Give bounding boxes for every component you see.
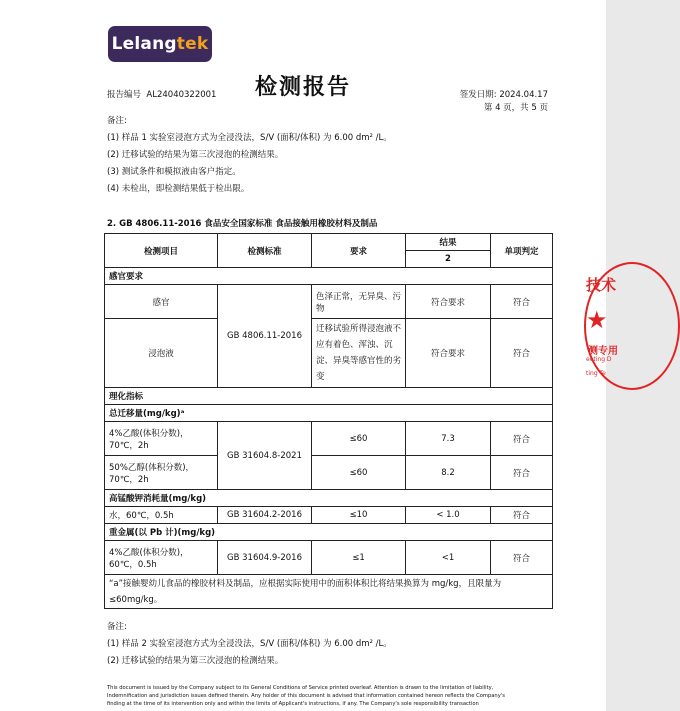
cell-standard: GB 31604.8-2021 <box>218 422 312 490</box>
cell-requirement: 迁移试验所得浸泡液不应有着色、浑浊、沉淀、异臭等感官性的劣变 <box>312 319 406 388</box>
group-label-sensory: 感官要求 <box>105 268 553 285</box>
cell-result: < 1.0 <box>406 507 491 524</box>
cell-item: 4%乙酸(体积分数)，60℃，0.5h <box>105 541 218 575</box>
inspection-stamp <box>584 262 632 390</box>
cell-requirement: ≤10 <box>312 507 406 524</box>
group-row <box>105 490 553 507</box>
group-label-overall-migration: 总迁移量(mg/kg)ᵃ <box>105 405 553 422</box>
table-row <box>105 319 553 388</box>
cell-judgement: 符合 <box>491 456 553 490</box>
logo-text: Lelang <box>111 34 177 54</box>
table-header-row <box>105 234 553 251</box>
notes-bottom <box>107 619 392 670</box>
table-row <box>105 507 553 524</box>
group-label-heavy-metal: 重金属(以 Pb 计)(mg/kg) <box>105 524 553 541</box>
cell-requirement: ≤60 <box>312 456 406 490</box>
cell-result: <1 <box>406 541 491 575</box>
col-header-sample-number: 2 <box>406 251 491 268</box>
report-number-label: 报告编号 <box>107 90 142 100</box>
cell-result: 7.3 <box>406 422 491 456</box>
note-item: (4) 未检出，即检测结果低于检出限。 <box>107 184 250 194</box>
note-item: (1) 样品 2 实验室浸泡方式为全浸没法，S/V (面积/体积) 为 6.00 dm² /L。 <box>107 639 392 649</box>
report-number <box>107 88 216 100</box>
cell-result: 8.2 <box>406 456 491 490</box>
report-number-value: AL24040322001 <box>146 90 217 100</box>
footer-line: finding at the time of its intervention only and within the limits of Applicant's instructions, if any. The Company's sole responsibility transaction <box>107 701 479 707</box>
col-header-result: 结果 <box>406 234 491 251</box>
cell-standard: GB 4806.11-2016 <box>218 285 312 388</box>
cell-requirement: 色泽正常，无异臭、污物 <box>312 285 406 319</box>
note-item: (2) 迁移试验的结果为第三次浸泡的检测结果。 <box>107 656 284 666</box>
issue-date: 签发日期: 2024.04.17 <box>459 90 548 100</box>
table-row <box>105 541 553 575</box>
note-item: (2) 迁移试验的结果为第三次浸泡的检测结果。 <box>107 150 284 160</box>
page-info: 第 4 页，共 5 页 <box>483 103 548 113</box>
stamp-text: eeting D <box>586 356 612 363</box>
star-icon: ★ <box>586 306 608 334</box>
table-footnote: “a”接触婴幼儿食品的橡胶材料及制品，应根据实际使用中的面积体积比将结果换算为 mg/kg，且限量为≤60mg/kg。 <box>105 575 553 609</box>
cell-item: 4%乙酸(体积分数)，70℃，2h <box>105 422 218 456</box>
col-header-requirement: 要求 <box>312 234 406 268</box>
cell-requirement: ≤1 <box>312 541 406 575</box>
cell-standard: GB 31604.2-2016 <box>218 507 312 524</box>
notes-heading: 备注: <box>107 116 127 126</box>
note-item: (1) 样品 1 实验室浸泡方式为全浸没法，S/V (面积/体积) 为 6.00 dm² /L。 <box>107 133 392 143</box>
section-title: 2. GB 4806.11-2016 食品安全国家标准 食品接触用橡胶材料及制品 <box>107 219 378 229</box>
cell-judgement: 符合 <box>491 285 553 319</box>
cell-item: 感官 <box>105 285 218 319</box>
cell-judgement: 符合 <box>491 319 553 388</box>
logo-accent-text: tek <box>176 34 209 54</box>
footer-line: This document is issued by the Company subject to its General Conditions of Service printed overleaf. Attention is drawn to the limitation of liability, <box>107 685 494 691</box>
lelangtek-logo <box>108 26 212 62</box>
cell-item: 浸泡液 <box>105 319 218 388</box>
table-row <box>105 456 553 490</box>
cell-judgement: 符合 <box>491 507 553 524</box>
cell-judgement: 符合 <box>491 422 553 456</box>
cell-standard: GB 31604.9-2016 <box>218 541 312 575</box>
stamp-text: 技术 <box>586 276 617 294</box>
results-table <box>104 233 553 609</box>
cell-judgement: 符合 <box>491 541 553 575</box>
notes-heading: 备注: <box>107 622 127 632</box>
notes-top <box>107 113 392 198</box>
col-header-item: 检测项目 <box>105 234 218 268</box>
col-header-standard: 检测标准 <box>218 234 312 268</box>
cell-item: 50%乙醇(体积分数)，70℃，2h <box>105 456 218 490</box>
footnote-row <box>105 575 553 609</box>
group-row <box>105 524 553 541</box>
footer-disclaimer <box>107 684 547 708</box>
footer-line: Indemnification and jurisdiction issues defined therein. Any holder of this document is advised that information contained hereon reflects the Company's <box>107 693 505 699</box>
table-row <box>105 422 553 456</box>
stamp-text: ting Te <box>586 370 606 377</box>
stamp-text: 测专用 <box>588 346 618 357</box>
cell-item: 水，60℃，0.5h <box>105 507 218 524</box>
cell-requirement: ≤60 <box>312 422 406 456</box>
page-title: 检测报告 <box>254 74 351 100</box>
group-row <box>105 405 553 422</box>
group-label-kmno4: 高锰酸钾消耗量(mg/kg) <box>105 490 553 507</box>
group-label-physchem: 理化指标 <box>105 388 553 405</box>
table-row <box>105 285 553 319</box>
group-row <box>105 268 553 285</box>
cell-result: 符合要求 <box>406 319 491 388</box>
note-item: (3) 测试条件和模拟液由客户指定。 <box>107 167 241 177</box>
cell-result: 符合要求 <box>406 285 491 319</box>
group-row <box>105 388 553 405</box>
col-header-judgement: 单项判定 <box>491 234 553 268</box>
